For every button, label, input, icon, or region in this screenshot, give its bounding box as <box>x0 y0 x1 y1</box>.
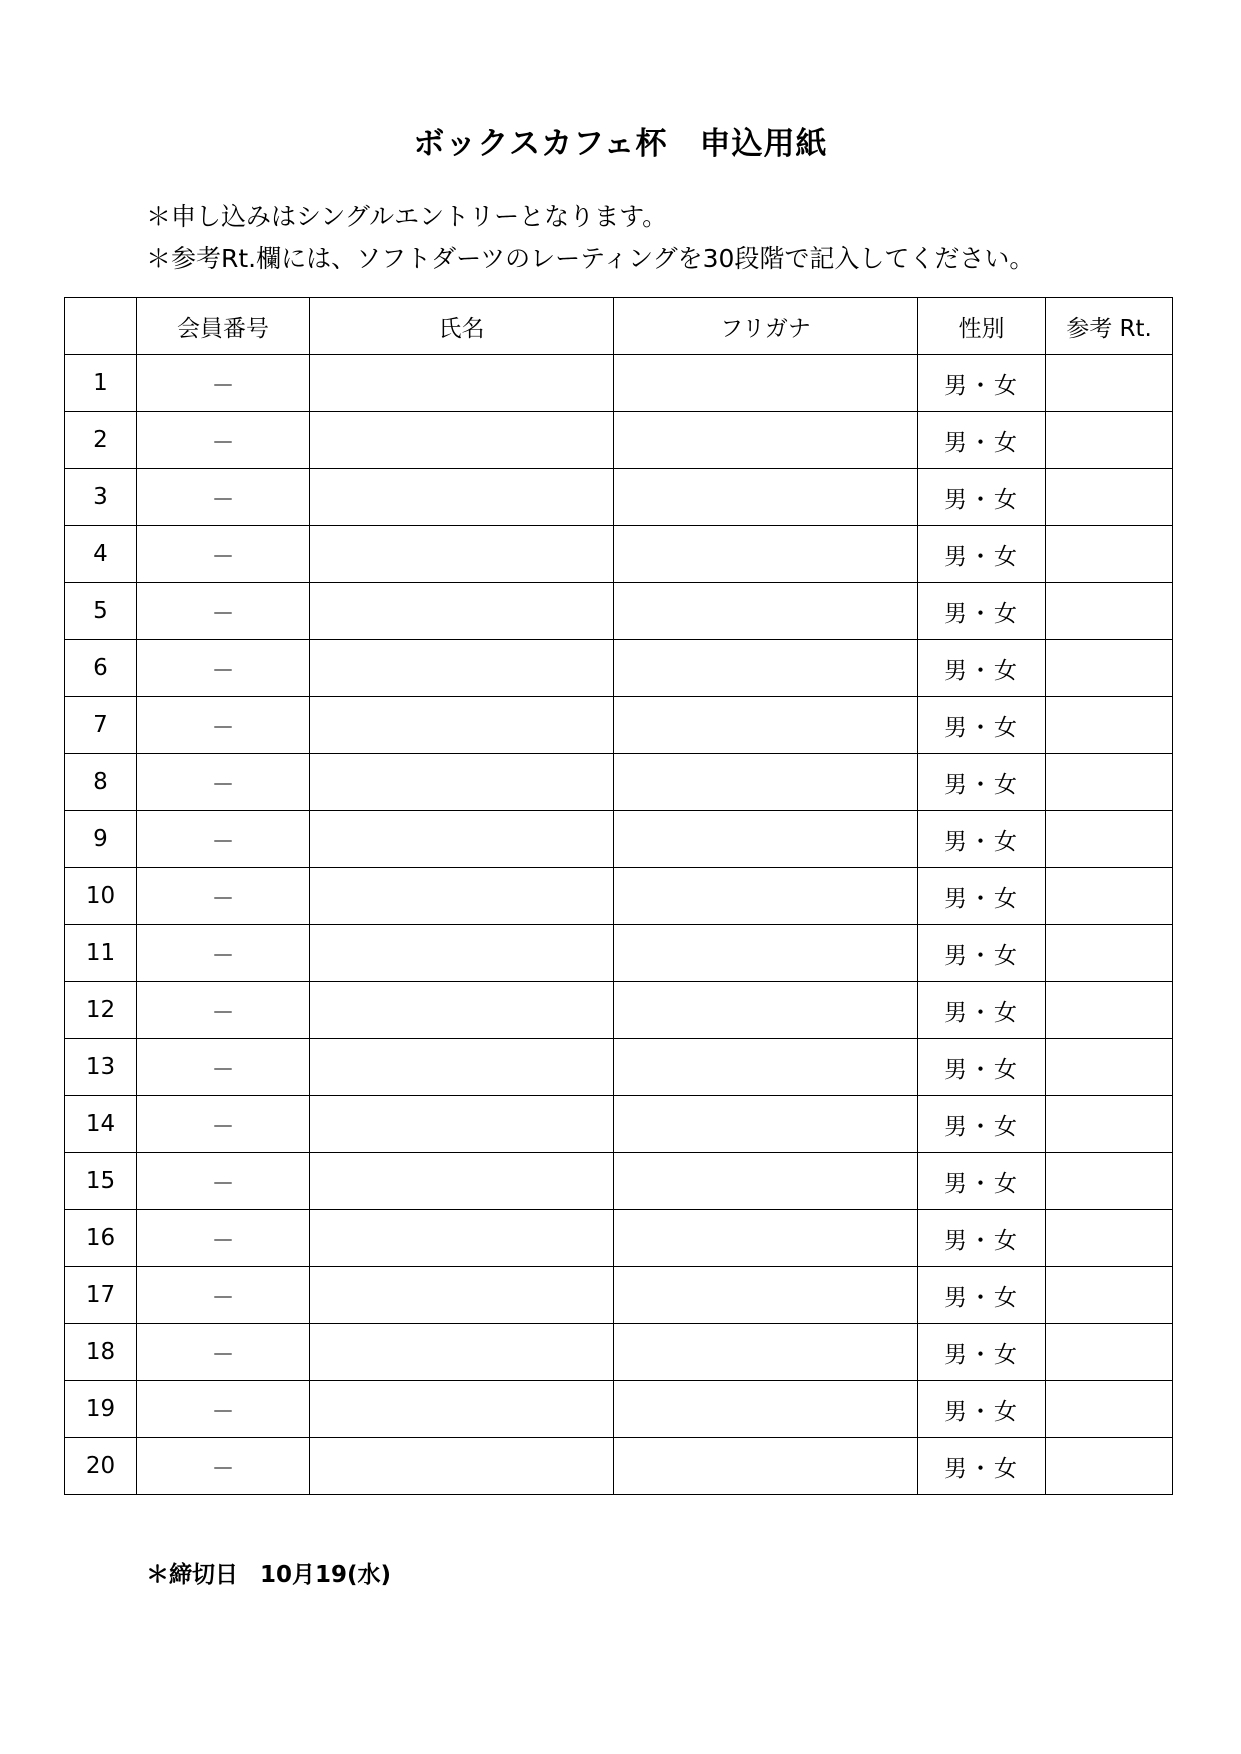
furigana-field[interactable] <box>614 526 918 583</box>
name-field[interactable] <box>310 1267 614 1324</box>
table-row <box>65 469 1173 526</box>
member-number-field[interactable]: － <box>137 697 310 754</box>
furigana-field[interactable] <box>614 697 918 754</box>
row-number: 7 <box>65 697 137 754</box>
row-number: 14 <box>65 1096 137 1153</box>
deadline <box>146 1556 391 1589</box>
row-number: 4 <box>65 526 137 583</box>
rating-field[interactable] <box>1046 640 1173 697</box>
rating-field[interactable] <box>1046 1039 1173 1096</box>
table-row <box>65 1438 1173 1495</box>
row-number: 16 <box>65 1210 137 1267</box>
furigana-field[interactable] <box>614 1210 918 1267</box>
name-field[interactable] <box>310 811 614 868</box>
table-row <box>65 526 1173 583</box>
table-row <box>65 868 1173 925</box>
name-field[interactable] <box>310 754 614 811</box>
row-number: 1 <box>65 355 137 412</box>
member-number-field[interactable]: － <box>137 355 310 412</box>
member-number-field[interactable]: － <box>137 925 310 982</box>
member-number-field[interactable]: － <box>137 526 310 583</box>
table-row <box>65 1324 1173 1381</box>
rating-field[interactable] <box>1046 868 1173 925</box>
header-no <box>65 298 137 355</box>
sex-choice[interactable]: 男・女 <box>918 1267 1046 1324</box>
row-number: 3 <box>65 469 137 526</box>
furigana-field[interactable] <box>614 982 918 1039</box>
name-field[interactable] <box>310 1324 614 1381</box>
name-field[interactable] <box>310 1153 614 1210</box>
header-member-no: 会員番号 <box>137 298 310 355</box>
name-field[interactable] <box>310 526 614 583</box>
sex-choice[interactable]: 男・女 <box>918 754 1046 811</box>
furigana-field[interactable] <box>614 868 918 925</box>
page-title: ボックスカフェ杯 申込用紙 <box>413 126 828 162</box>
rating-field[interactable] <box>1046 1096 1173 1153</box>
sex-choice[interactable]: 男・女 <box>918 1210 1046 1267</box>
name-field[interactable] <box>310 982 614 1039</box>
rating-field[interactable] <box>1046 1210 1173 1267</box>
row-number: 12 <box>65 982 137 1039</box>
table-header-row <box>65 298 1173 355</box>
row-number: 18 <box>65 1324 137 1381</box>
rating-field[interactable] <box>1046 925 1173 982</box>
table-row <box>65 754 1173 811</box>
furigana-field[interactable] <box>614 1039 918 1096</box>
name-field[interactable] <box>310 868 614 925</box>
name-field[interactable] <box>310 1438 614 1495</box>
name-field[interactable] <box>310 1096 614 1153</box>
sex-choice[interactable]: 男・女 <box>918 1153 1046 1210</box>
table-row <box>65 1096 1173 1153</box>
sex-choice[interactable]: 男・女 <box>918 982 1046 1039</box>
rating-field[interactable] <box>1046 412 1173 469</box>
furigana-field[interactable] <box>614 412 918 469</box>
table-row <box>65 925 1173 982</box>
name-field[interactable] <box>310 640 614 697</box>
row-number: 20 <box>65 1438 137 1495</box>
row-number: 10 <box>65 868 137 925</box>
rating-field[interactable] <box>1046 1438 1173 1495</box>
table-row <box>65 412 1173 469</box>
table-row <box>65 1210 1173 1267</box>
table-row <box>65 355 1173 412</box>
furigana-field[interactable] <box>614 355 918 412</box>
name-field[interactable] <box>310 1039 614 1096</box>
furigana-field[interactable] <box>614 925 918 982</box>
table-row <box>65 583 1173 640</box>
sex-choice[interactable]: 男・女 <box>918 868 1046 925</box>
table-row <box>65 640 1173 697</box>
rating-field[interactable] <box>1046 811 1173 868</box>
sex-choice[interactable]: 男・女 <box>918 355 1046 412</box>
sex-choice[interactable]: 男・女 <box>918 583 1046 640</box>
table-body <box>65 355 1173 1495</box>
row-number: 19 <box>65 1381 137 1438</box>
sex-choice[interactable]: 男・女 <box>918 925 1046 982</box>
furigana-field[interactable] <box>614 1381 918 1438</box>
furigana-field[interactable] <box>614 1153 918 1210</box>
row-number: 8 <box>65 754 137 811</box>
member-number-field[interactable]: － <box>137 1267 310 1324</box>
table-row <box>65 1153 1173 1210</box>
furigana-field[interactable] <box>614 640 918 697</box>
rating-field[interactable] <box>1046 982 1173 1039</box>
name-field[interactable] <box>310 1381 614 1438</box>
row-number: 5 <box>65 583 137 640</box>
rating-field[interactable] <box>1046 697 1173 754</box>
row-number: 2 <box>65 412 137 469</box>
member-number-field[interactable]: － <box>137 469 310 526</box>
furigana-field[interactable] <box>614 469 918 526</box>
table-row <box>65 811 1173 868</box>
notes <box>146 196 1034 280</box>
header-rating: 参考 Rt. <box>1046 298 1173 355</box>
member-number-field[interactable]: － <box>137 754 310 811</box>
furigana-field[interactable] <box>614 1267 918 1324</box>
table-row <box>65 697 1173 754</box>
member-number-field[interactable]: － <box>137 868 310 925</box>
rating-field[interactable] <box>1046 583 1173 640</box>
name-field[interactable] <box>310 697 614 754</box>
deadline-label: ＊締切日 <box>146 1562 238 1588</box>
table-row <box>65 1039 1173 1096</box>
furigana-field[interactable] <box>614 811 918 868</box>
member-number-field[interactable]: － <box>137 1324 310 1381</box>
name-field[interactable] <box>310 469 614 526</box>
member-number-field[interactable]: － <box>137 412 310 469</box>
name-field[interactable] <box>310 355 614 412</box>
rating-field[interactable] <box>1046 754 1173 811</box>
name-field[interactable] <box>310 583 614 640</box>
entry-table <box>64 297 1173 1495</box>
table-row <box>65 1381 1173 1438</box>
row-number: 6 <box>65 640 137 697</box>
note-single-entry: ＊申し込みはシングルエントリーとなります。 <box>146 202 668 231</box>
header-furigana: フリガナ <box>614 298 918 355</box>
deadline-date: 10月19(水) <box>260 1562 392 1588</box>
row-number: 11 <box>65 925 137 982</box>
rating-field[interactable] <box>1046 1381 1173 1438</box>
row-number: 9 <box>65 811 137 868</box>
member-number-field[interactable]: － <box>137 583 310 640</box>
member-number-field[interactable]: － <box>137 1210 310 1267</box>
name-field[interactable] <box>310 925 614 982</box>
member-number-field[interactable]: － <box>137 1039 310 1096</box>
sex-choice[interactable]: 男・女 <box>918 469 1046 526</box>
sex-choice[interactable]: 男・女 <box>918 1324 1046 1381</box>
member-number-field[interactable]: － <box>137 1096 310 1153</box>
name-field[interactable] <box>310 1210 614 1267</box>
header-sex: 性別 <box>918 298 1046 355</box>
sex-choice[interactable]: 男・女 <box>918 1096 1046 1153</box>
member-number-field[interactable]: － <box>137 1153 310 1210</box>
name-field[interactable] <box>310 412 614 469</box>
rating-field[interactable] <box>1046 1324 1173 1381</box>
furigana-field[interactable] <box>614 1438 918 1495</box>
header-name: 氏名 <box>310 298 614 355</box>
sex-choice[interactable]: 男・女 <box>918 811 1046 868</box>
furigana-field[interactable] <box>614 583 918 640</box>
rating-field[interactable] <box>1046 1153 1173 1210</box>
sex-choice[interactable]: 男・女 <box>918 1039 1046 1096</box>
rating-field[interactable] <box>1046 526 1173 583</box>
rating-field[interactable] <box>1046 1267 1173 1324</box>
member-number-field[interactable]: － <box>137 640 310 697</box>
furigana-field[interactable] <box>614 1324 918 1381</box>
table-row <box>65 982 1173 1039</box>
sex-choice[interactable]: 男・女 <box>918 526 1046 583</box>
row-number: 13 <box>65 1039 137 1096</box>
note-rating: ＊参考Rt.欄には、ソフトダーツのレーティングを30段階で記入してください。 <box>146 244 1035 273</box>
sex-choice[interactable]: 男・女 <box>918 1438 1046 1495</box>
row-number: 17 <box>65 1267 137 1324</box>
row-number: 15 <box>65 1153 137 1210</box>
member-number-field[interactable]: － <box>137 811 310 868</box>
member-number-field[interactable]: － <box>137 982 310 1039</box>
member-number-field[interactable]: － <box>137 1381 310 1438</box>
sex-choice[interactable]: 男・女 <box>918 1381 1046 1438</box>
sex-choice[interactable]: 男・女 <box>918 640 1046 697</box>
rating-field[interactable] <box>1046 355 1173 412</box>
sex-choice[interactable]: 男・女 <box>918 697 1046 754</box>
furigana-field[interactable] <box>614 1096 918 1153</box>
member-number-field[interactable]: － <box>137 1438 310 1495</box>
rating-field[interactable] <box>1046 469 1173 526</box>
sex-choice[interactable]: 男・女 <box>918 412 1046 469</box>
table-row <box>65 1267 1173 1324</box>
furigana-field[interactable] <box>614 754 918 811</box>
